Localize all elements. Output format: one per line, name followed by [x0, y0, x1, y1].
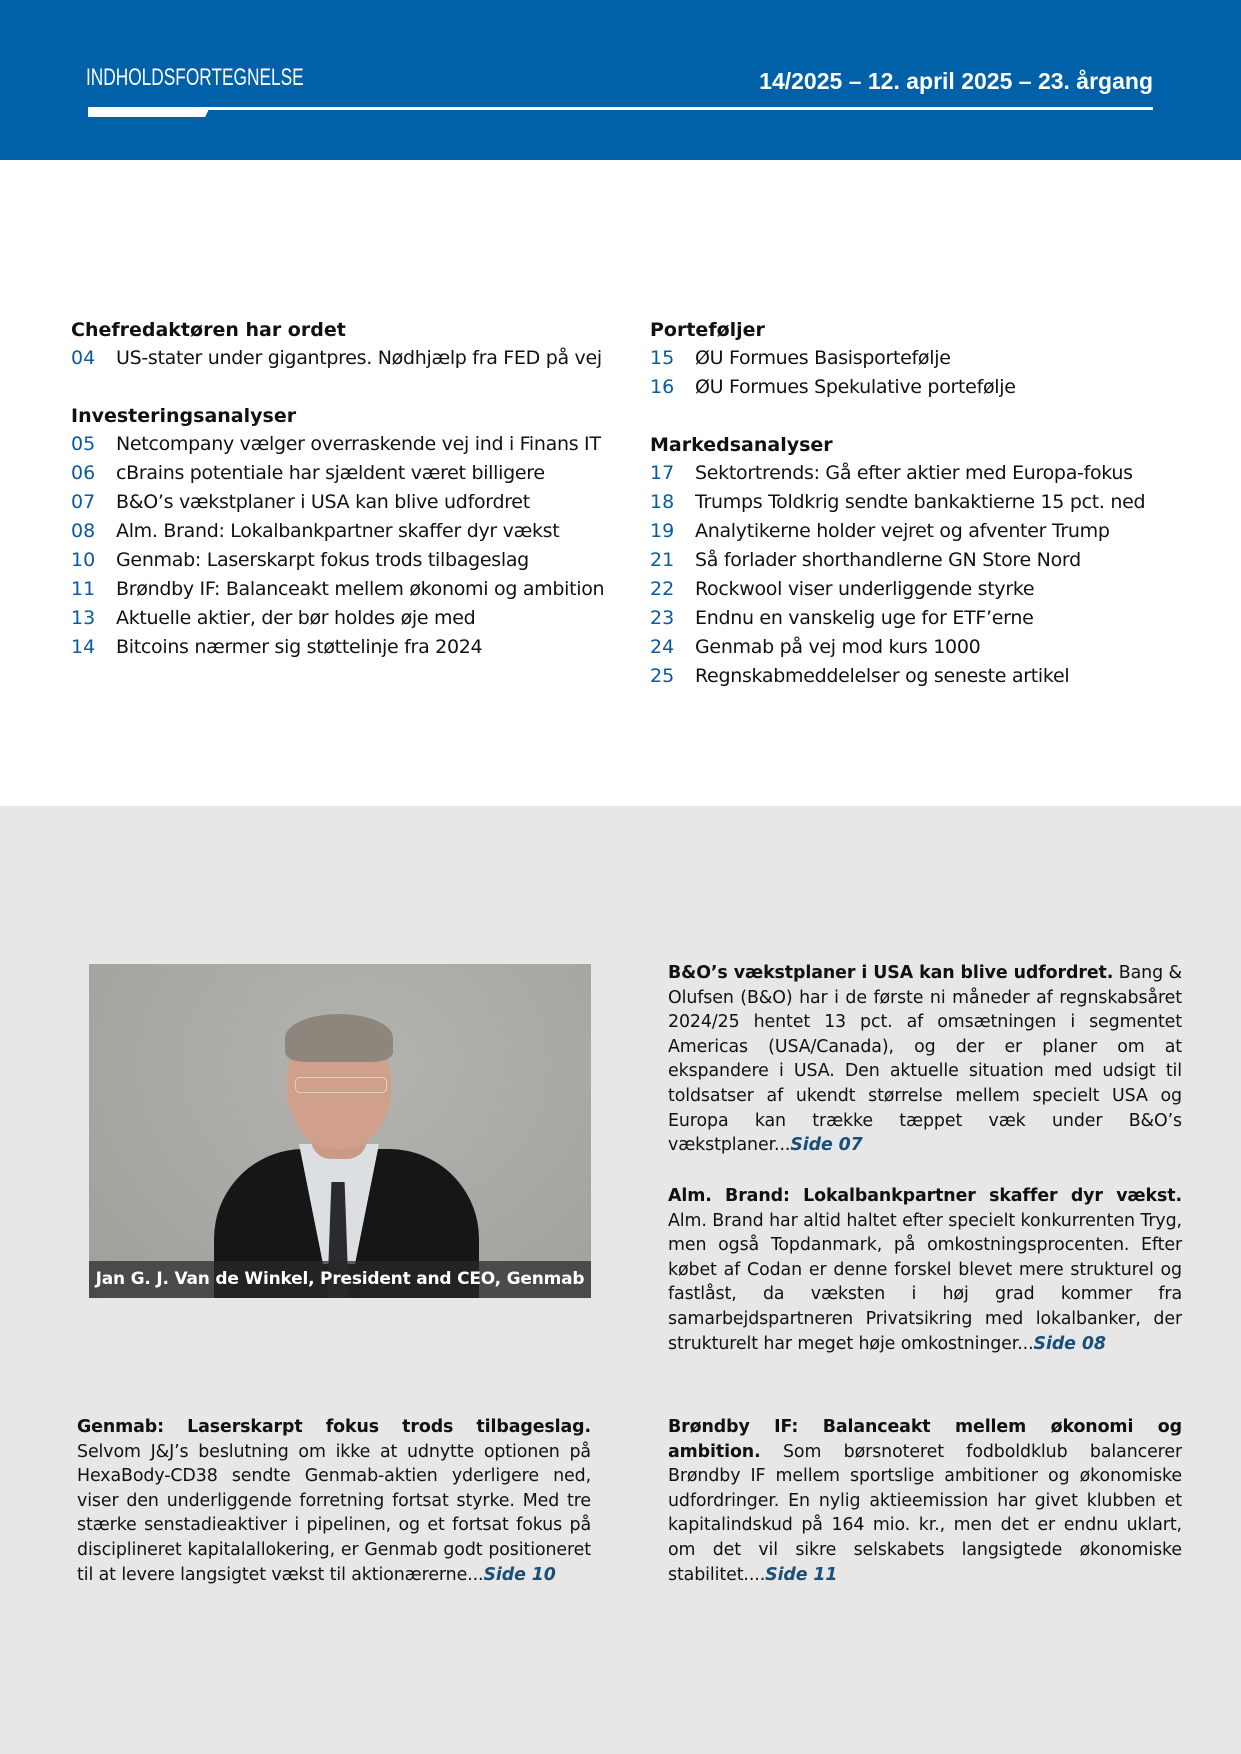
photo-caption: Jan G. J. Van de Winkel, President and CEO, Genmab	[89, 1261, 591, 1298]
toc-item-title: Rockwool viser underliggende styrke	[695, 578, 1035, 600]
toc-page-number: 04	[71, 347, 96, 369]
toc-item-title: Sektortrends: Gå efter aktier med Europa-fokus	[695, 462, 1133, 484]
article-body: Bang & Olufsen (B&O) har i de første ni måneder af regnskabsåret 2024/25 hentet 13 pct. af omsætningen i segmentet Americas (USA/Canada), og der er planer om at ekspandere i USA. Den aktuelle situation med udsigt til toldsatser af ukendt størrelse mellem specielt USA og Europa kan trække tæppet væk under B&O’s vækstplaner	[668, 963, 1182, 1156]
toc-page-number: 08	[71, 520, 96, 542]
page-title: INDHOLDSFORTEGNELSE	[86, 64, 304, 91]
portrait-glasses	[295, 1077, 387, 1093]
toc-item[interactable]	[650, 662, 1210, 691]
toc-item[interactable]	[71, 488, 631, 517]
toc-item[interactable]	[71, 430, 631, 459]
toc-page-number: 15	[650, 347, 675, 369]
toc-item[interactable]	[650, 373, 1210, 402]
toc-item-title: US-stater under gigantpres. Nødhjælp fra FED på vej	[116, 347, 602, 369]
toc-page-number: 06	[71, 462, 96, 484]
article-title: Genmab: Laserskarpt fokus trods tilbageslag.	[77, 1417, 591, 1437]
toc-section-heading: Investeringsanalyser	[71, 405, 297, 427]
toc-item-title: Trumps Toldkrig sendte bankaktierne 15 pct. ned	[695, 491, 1146, 513]
article-page-link[interactable]: Side 11	[765, 1564, 838, 1585]
toc-item-title: ØU Formues Basisportefølje	[695, 347, 951, 369]
toc-item[interactable]	[650, 488, 1210, 517]
article-body: Selvom J&J’s beslutning om ikke at udnytte optionen på HexaBody-CD38 sendte Genmab-aktien yderligere ned, viser den underliggende forretning fortsat styrke. Med tre stærke senstadieaktiver i pipelinen, og et fortsat fokus på disciplineret kapitalallokering, er Genmab godt positioneret til at levere langsigtet vækst til aktionærerne	[77, 1441, 591, 1585]
toc-section-heading: Porteføljer	[650, 319, 765, 341]
toc-item-title: Brøndby IF: Balanceakt mellem økonomi og ambition	[116, 578, 605, 600]
page-header	[0, 0, 1241, 160]
issue-info: 14/2025 – 12. april 2025 – 23. årgang	[759, 68, 1153, 94]
article-teaser-brondby: Brøndby IF: Balanceakt mellem økonomi og ambition. Som børsnoteret fodboldklub balancerer Brøndby IF mellem sportslige ambitioner og økonomiske udfordringer. En nylig aktieemission har givet klubben et kapitalindskud på 164 mio. kr., men det er endnu uklart, om det vil sikre selskabets langsigtede økonomiske stabilitet....Side 11	[668, 1417, 1182, 1585]
article-title: Brøndby IF: Balanceakt mellem økonomi og ambition.	[668, 1417, 1182, 1462]
article-page-link[interactable]: Side 07	[790, 1135, 863, 1156]
toc-page-number: 13	[71, 607, 96, 629]
toc-item-title: Alm. Brand: Lokalbankpartner skaffer dyr vækst	[116, 520, 560, 542]
toc-item[interactable]	[650, 575, 1210, 604]
toc-item-title: Så forlader shorthandlerne GN Store Nord	[695, 549, 1081, 571]
toc-item[interactable]	[650, 633, 1210, 662]
toc-page-number: 14	[71, 636, 96, 658]
toc-item-title: Analytikerne holder vejret og afventer Trump	[695, 520, 1110, 542]
toc-page-number: 11	[71, 578, 96, 600]
toc-item-title: cBrains potentiale har sjældent været billigere	[116, 462, 545, 484]
toc-page-number: 25	[650, 665, 675, 687]
article-teaser-alm-brand: Alm. Brand: Lokalbankpartner skaffer dyr vækst. Alm. Brand har altid haltet efter specielt konkurrenten Tryg, men også Topdanmark, på omkostningsprocenten. Efter købet af Codan er denne forskel blevet mere strukturel og fastlåst, da væksten i høj grad kommer fra samarbejdspartneren Privatsikring med lokalbanker, der strukturelt har meget høje omkostninger...Side 08	[668, 1186, 1182, 1354]
toc-item[interactable]	[71, 575, 631, 604]
toc-item-title: Bitcoins nærmer sig støttelinje fra 2024	[116, 636, 483, 658]
toc-page-number: 19	[650, 520, 675, 542]
toc-page-number: 22	[650, 578, 675, 600]
header-divider	[88, 107, 1153, 110]
toc-section-chefredaktoren	[71, 316, 631, 373]
toc-section-heading: Markedsanalyser	[650, 434, 833, 456]
toc-item-title: ØU Formues Spekulative portefølje	[695, 376, 1016, 398]
toc-section-portefoljer	[650, 316, 1210, 402]
toc-page-number: 05	[71, 433, 96, 455]
toc-item-title: B&O’s vækstplaner i USA kan blive udfordret	[116, 491, 530, 513]
toc-item-title: Regnskabmeddelelser og seneste artikel	[695, 665, 1070, 687]
toc-page-number: 10	[71, 549, 96, 571]
toc-item-title: Endnu en vanskelig uge for ETF’erne	[695, 607, 1034, 629]
article-body: Som børsnoteret fodboldklub balancerer Brøndby IF mellem sportslige ambitioner og økonomiske udfordringer. En nylig aktieemission har givet klubben et kapitalindskud på 164 mio. kr., men det er endnu uklart, om det vil sikre selskabets langsigtede økonomiske stabilitet.	[668, 1441, 1182, 1585]
toc-page-number: 23	[650, 607, 675, 629]
toc-page-number: 24	[650, 636, 675, 658]
toc-section-heading: Chefredaktøren har ordet	[71, 319, 346, 341]
toc-section-markedsanalyser	[650, 431, 1210, 691]
toc-item-title: Aktuelle aktier, der bør holdes øje med	[116, 607, 476, 629]
article-teaser-genmab: Genmab: Laserskarpt fokus trods tilbageslag. Selvom J&J’s beslutning om ikke at udnytte optionen på HexaBody-CD38 sendte Genmab-aktien yderligere ned, viser den underliggende forretning fortsat styrke. Med tre stærke senstadieaktiver i pipelinen, og et fortsat fokus på disciplineret kapitalallokering, er Genmab godt positioneret til at levere langsigtet vækst til aktionærerne...Side 10	[77, 1417, 591, 1585]
toc-item[interactable]	[650, 459, 1210, 488]
article-title: B&O’s vækstplaner i USA kan blive udfordret.	[668, 963, 1114, 983]
toc-page-number: 18	[650, 491, 675, 513]
toc-item[interactable]	[71, 546, 631, 575]
article-body: Alm. Brand har altid haltet efter specielt konkurrenten Tryg, men også Topdanmark, på omkostningsprocenten. Efter købet af Codan er denne forskel blevet mere strukturel og fastlåst, da væksten i høj grad kommer fra samarbejdspartneren Privatsikring med lokalbanker, der strukturelt har meget høje omkostninger	[668, 1210, 1182, 1354]
toc-item[interactable]	[650, 344, 1210, 373]
toc-item[interactable]	[71, 604, 631, 633]
toc-item[interactable]	[650, 546, 1210, 575]
toc-page-number: 21	[650, 549, 675, 571]
header-divider-accent	[88, 107, 210, 117]
toc-section-investeringsanalyser	[71, 402, 631, 662]
toc-page-number: 16	[650, 376, 675, 398]
toc-left-column	[71, 316, 631, 691]
toc-item[interactable]	[71, 633, 631, 662]
article-teaser-bo: B&O’s vækstplaner i USA kan blive udfordret. Bang & Olufsen (B&O) har i de første ni måneder af regnskabsåret 2024/25 hentet 13 pct. af omsætningen i segmentet Americas (USA/Canada), og der er planer om at ekspandere i USA. Den aktuelle situation med udsigt til toldsatser af ukendt størrelse mellem specielt USA og Europa kan trække tæppet væk under B&O’s vækstplaner...Side 07	[668, 963, 1182, 1156]
toc-page-number: 07	[71, 491, 96, 513]
toc-item[interactable]	[71, 459, 631, 488]
article-page-link[interactable]: Side 10	[483, 1564, 556, 1585]
article-title: Alm. Brand: Lokalbankpartner skaffer dyr vækst.	[668, 1186, 1182, 1206]
article-page-link[interactable]: Side 08	[1033, 1333, 1106, 1354]
toc-item[interactable]	[650, 604, 1210, 633]
toc-item-title: Genmab på vej mod kurs 1000	[695, 636, 981, 658]
ceo-portrait-photo	[89, 964, 591, 1298]
toc-right-column	[650, 316, 1210, 720]
toc-item[interactable]	[71, 344, 631, 373]
toc-item[interactable]	[650, 517, 1210, 546]
toc-page-number: 17	[650, 462, 675, 484]
toc-item-title: Netcompany vælger overraskende vej ind i Finans IT	[116, 433, 601, 455]
toc-item-title: Genmab: Laserskarpt fokus trods tilbageslag	[116, 549, 529, 571]
toc-item[interactable]	[71, 517, 631, 546]
